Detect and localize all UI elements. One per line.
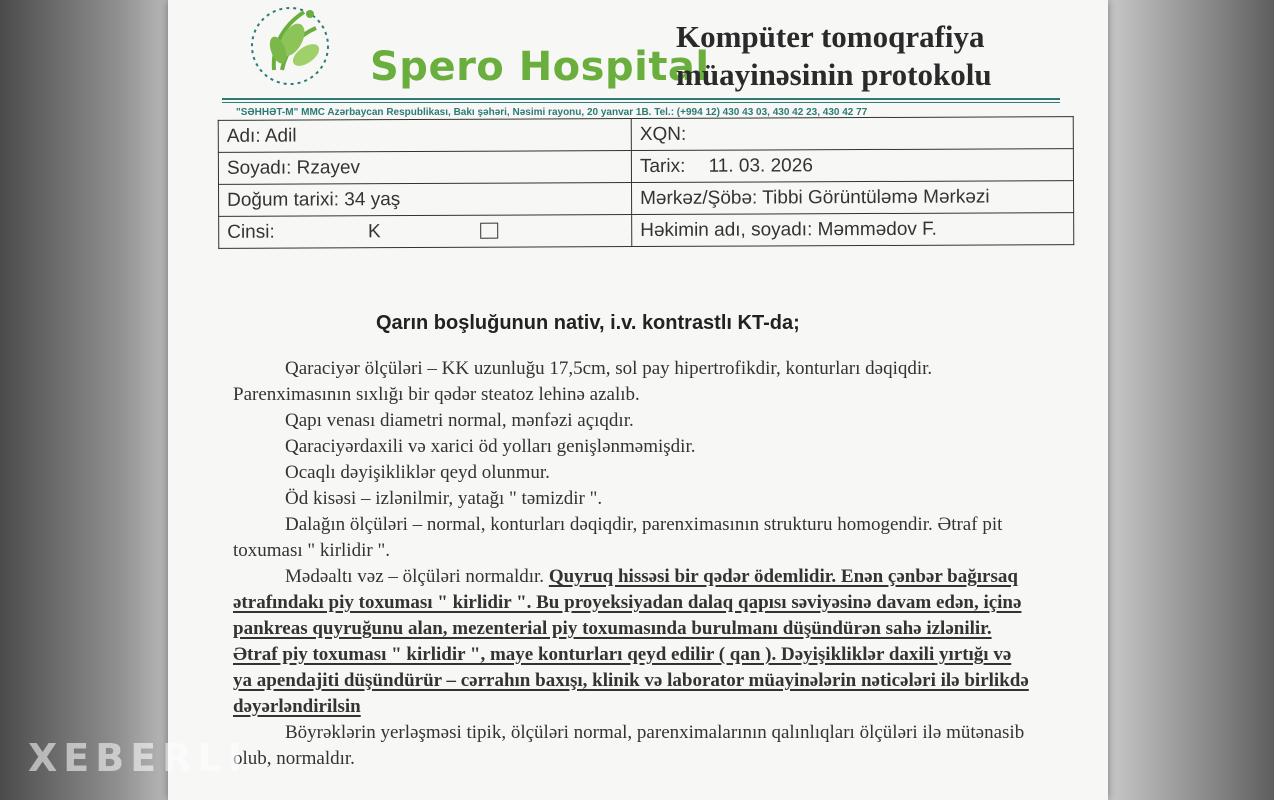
xqn-cell — [631, 117, 1073, 151]
pancreas-text: Mədəaltı vəz – ölçüləri normaldır. — [285, 566, 549, 587]
paragraph-portal-vein: Qapı venası diametri normal, mənfəzi açıqdır. — [285, 410, 634, 431]
date-label: Tarix: — [639, 155, 686, 177]
watermark: XEBERLI — [28, 736, 248, 780]
doctor-value: Məmmədov F. — [817, 218, 937, 240]
doctor-label: Həkimin adı, soyadı: — [640, 218, 813, 241]
background-left — [0, 0, 168, 800]
date-cell — [631, 149, 1073, 183]
birth-label: Doğum tarixi: — [227, 188, 340, 211]
date-value: 11. 03. 2026 — [708, 154, 813, 177]
header-divider — [222, 98, 1060, 100]
paragraph-liver: Qaraciyər ölçüləri – KK uzunluğu 17,5cm, sol pay hipertrofikdir, konturları dəqiqdir. Parenximasının sıxlığı bir qədər steatoz lehinə azalıb. — [233, 358, 933, 405]
gender-cell — [219, 215, 632, 249]
header-divider-thin — [222, 102, 1060, 103]
hospital-address: "SƏHHƏT-M" MMC Azərbaycan Respublikası, Bakı şəhəri, Nəsimi rayonu, 20 yanvar 1B. Tel.: (+994 12) 430 43 03, 430 42 23, 430 42 77 — [236, 107, 868, 118]
gender-label: Cinsi: — [227, 221, 275, 243]
pancreas-findings-bold: Quyruq hissəsi bir qədər ödemlidir. Enən çənbər bağırsaq ətrafındakı piy toxuması " kirlidir ". Bu proyeksiyadan dalaq qapısı səviyəsinə davam edən, içinə pankreas quyruğunu alan, mezenterial piy toxumasında burulmanı düşündürən sahə izlənilir. Ətraf piy toxuması " kirlidir ", maye konturları qeyd edilir ( qan ). Dəyişikliklər daxili yırtığı və ya apendajiti düşündürür – cərrahın baxışı, klinik və laborator müayinələrin nəticələri ilə birlikdə dəyərləndirilsin — [233, 566, 1029, 717]
xqn-label: XQN: — [639, 123, 687, 145]
paragraph-focal-changes: Ocaqlı dəyişikliklər qeyd olunmur. — [285, 462, 550, 483]
paragraph-pancreas — [233, 564, 1033, 720]
document-title — [676, 18, 992, 94]
birth-value: 34 yaş — [344, 188, 401, 210]
hospital-logo-icon — [244, 0, 336, 92]
section-title: Qarın boşluğunun nativ, i.v. kontrastlı KT-da; — [376, 312, 800, 334]
checkbox-icon — [481, 223, 499, 239]
hospital-name: Spero Hospital — [370, 44, 710, 90]
department-cell — [632, 181, 1074, 215]
document-title-line1: Kompüter tomoqrafiya — [676, 19, 985, 54]
paragraph-bile-ducts: Qaraciyərdaxili və xarici öd yolları genişlənməmişdir. — [285, 436, 696, 457]
doctor-cell — [632, 213, 1074, 247]
background-right — [1108, 0, 1274, 800]
name-label: Adı: — [226, 125, 261, 147]
department-label: Mərkəz/Şöbə: — [640, 187, 758, 209]
birth-cell — [219, 183, 632, 217]
surname-cell — [218, 151, 631, 185]
gender-value: K — [367, 220, 381, 242]
paragraph-kidneys: Böyrəklərin yerləşməsi tipik, ölçüləri normal, parenximalarının qalınlıqları ölçüləri ilə mütənasib olub, normaldır. — [233, 722, 1025, 769]
surname-label: Soyadı: — [226, 157, 292, 179]
document-title-line2: müayinəsinin protokolu — [676, 57, 992, 92]
surname-value: Rzayev — [296, 156, 361, 179]
paragraph-gallbladder: Öd kisəsi – izlənilmir, yatağı " təmizdir ". — [285, 488, 603, 509]
name-cell — [218, 119, 631, 153]
patient-info-table — [218, 116, 1075, 249]
paragraph-spleen: Dalağın ölçüləri – normal, konturları dəqiqdir, parenximasının strukturu homogendir. Ətraf pit toxuması " kirlidir ". — [233, 514, 1003, 561]
report-body — [233, 356, 1033, 772]
name-value: Adil — [264, 125, 297, 147]
department-value: Tibbi Görüntüləmə Mərkəzi — [762, 186, 990, 208]
